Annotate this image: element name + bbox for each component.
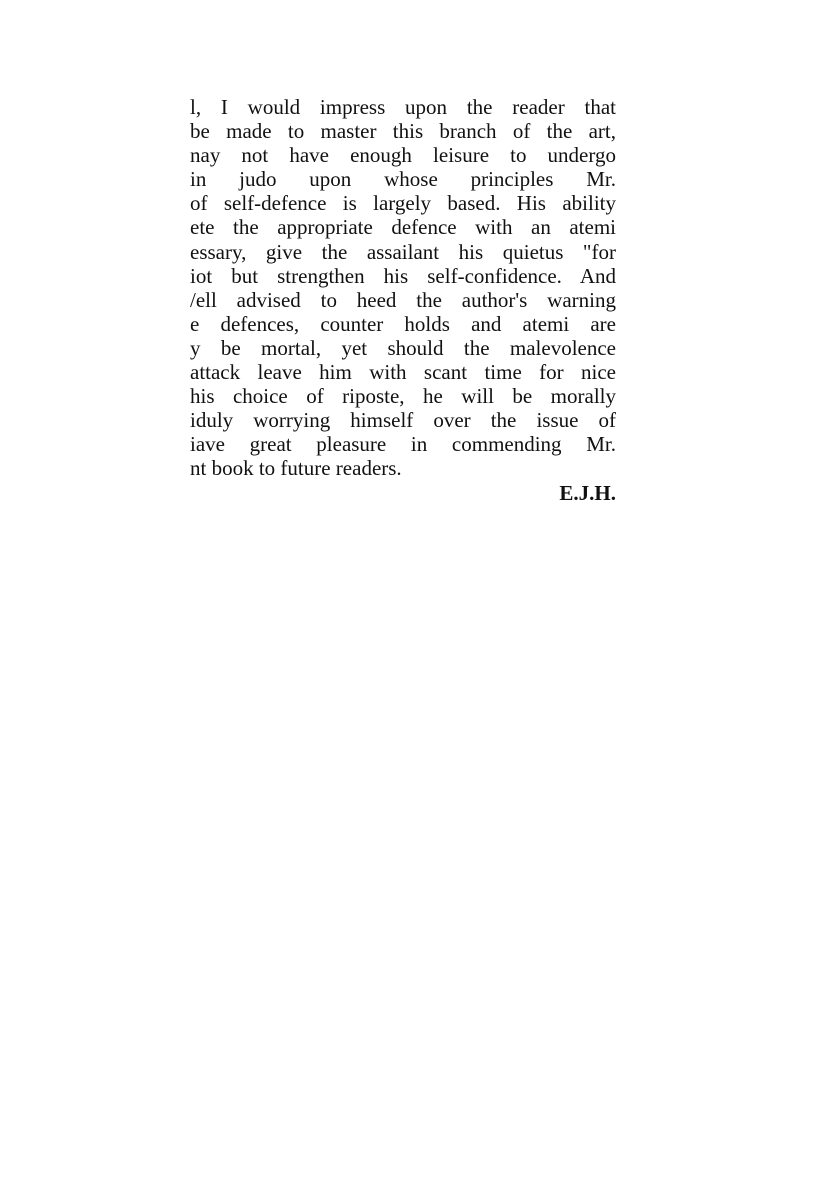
text-line: e defences, counter holds and atemi are <box>190 311 616 336</box>
text-line: be made to master this branch of the art, <box>190 119 616 144</box>
text-line: essary, give the assailant his quietus "for <box>190 239 616 264</box>
text-line-last: nt book to future readers. <box>190 456 402 481</box>
author-initials: E.J.H. <box>559 481 616 505</box>
text-line: his choice of riposte, he will be morally <box>190 384 616 409</box>
body-paragraph <box>190 95 616 481</box>
text-line: /ell advised to heed the author's warning <box>190 287 616 312</box>
text-line: attack leave him with scant time for nice <box>190 360 616 385</box>
text-line: of self-defence is largely based. His ability <box>190 191 616 216</box>
text-line: iot but strengthen his self-confidence. And <box>190 263 616 288</box>
text-line: iduly worrying himself over the issue of <box>190 408 616 433</box>
text-line: nay not have enough leisure to undergo <box>190 143 616 168</box>
text-line: l, I would impress upon the reader that <box>190 95 616 119</box>
text-line: in judo upon whose principles Mr. <box>190 167 616 192</box>
text-line: iave great pleasure in commending Mr. <box>190 432 616 457</box>
text-line: ete the appropriate defence with an atemi <box>190 215 616 240</box>
text-line: y be mortal, yet should the malevolence <box>190 335 616 360</box>
